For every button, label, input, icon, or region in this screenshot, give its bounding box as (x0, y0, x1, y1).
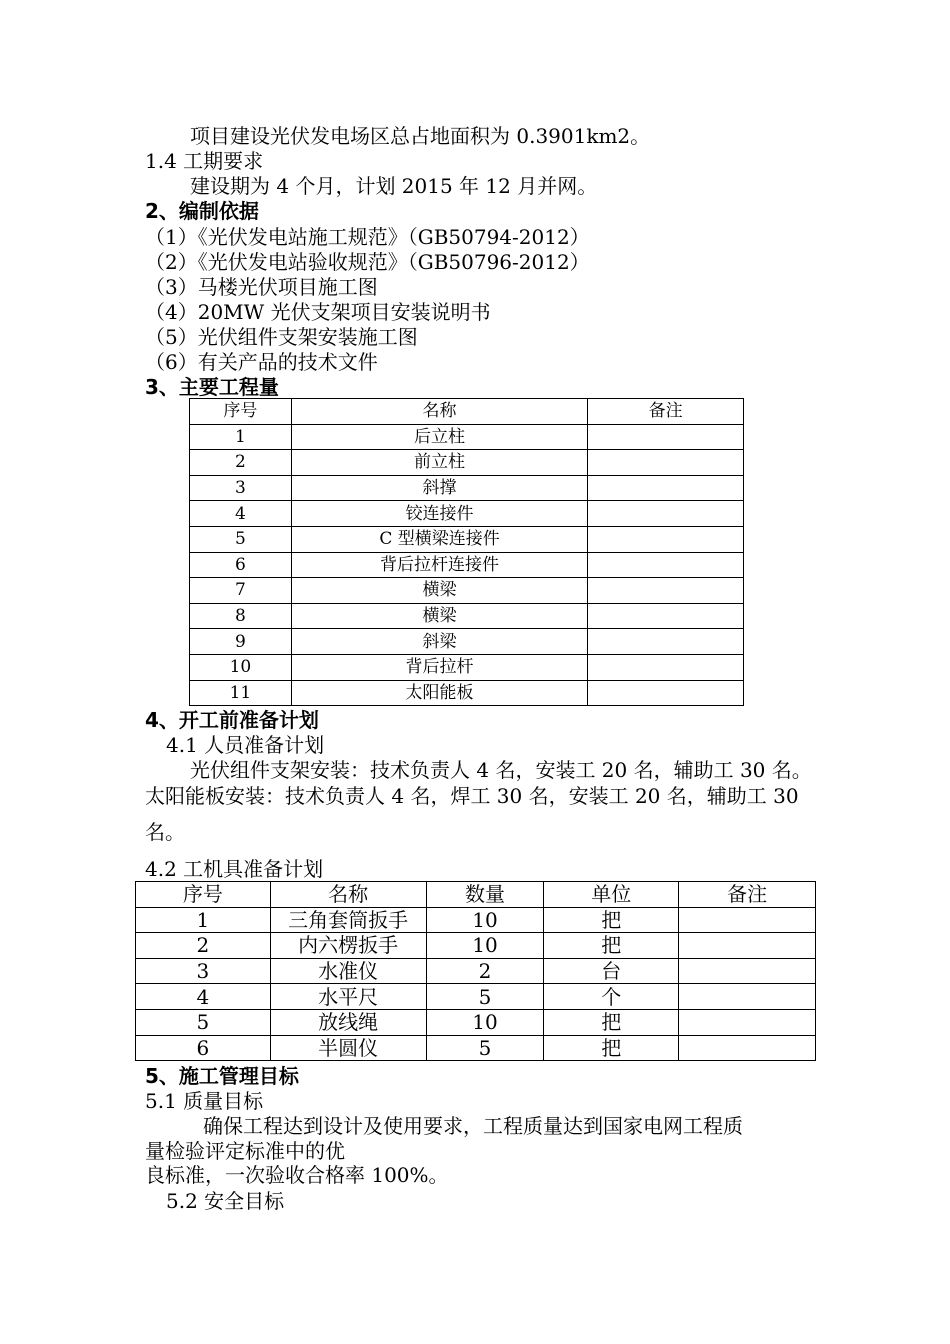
table-cell: 铰连接件 (291, 501, 587, 527)
section-3-heading: 3、主要工程量 (145, 375, 279, 399)
table-cell (588, 526, 744, 552)
header-cell: 单位 (544, 882, 679, 908)
table-cell: 4 (190, 501, 292, 527)
table-cell: 1 (136, 907, 271, 933)
basis-item: （6）有关产品的技术文件 (145, 350, 378, 374)
table-cell: 台 (544, 958, 679, 984)
tools-table (135, 881, 816, 1061)
table-row (190, 578, 744, 604)
table-cell (588, 680, 744, 706)
table-row (190, 526, 744, 552)
quality-goal-line: 量检验评定标准中的优 (145, 1139, 345, 1163)
table-cell: 7 (190, 578, 292, 604)
table-row (190, 654, 744, 680)
section-1-4-heading: 1.4 工期要求 (145, 149, 264, 173)
header-cell: 序号 (190, 399, 292, 425)
table-row (190, 501, 744, 527)
table-row (190, 552, 744, 578)
table-cell (588, 552, 744, 578)
table-cell: 把 (544, 1035, 679, 1061)
table-cell (588, 578, 744, 604)
section-5-1-heading: 5.1 质量目标 (145, 1089, 264, 1113)
header-cell: 名称 (270, 882, 426, 908)
table-cell: 水平尺 (270, 984, 426, 1010)
table-cell (588, 475, 744, 501)
header-cell: 序号 (136, 882, 271, 908)
table-cell: C 型横梁连接件 (291, 526, 587, 552)
table-cell: 3 (136, 958, 271, 984)
table-cell (588, 424, 744, 450)
table-cell: 2 (426, 958, 544, 984)
table-cell: 4 (136, 984, 271, 1010)
project-area-text: 项目建设光伏发电场区总占地面积为 0.3901km2。 (190, 124, 651, 148)
quality-goal-line: 良标准，一次验收合格率 100%。 (145, 1163, 449, 1187)
table-cell: 背后拉杆 (291, 654, 587, 680)
table-cell (588, 654, 744, 680)
table-cell: 太阳能板 (291, 680, 587, 706)
quantity-table (189, 398, 744, 706)
table-cell (679, 1009, 816, 1035)
table-cell (588, 501, 744, 527)
table-cell: 10 (426, 933, 544, 959)
table-cell: 5 (426, 984, 544, 1010)
staffing-line: 名。 (145, 820, 185, 844)
header-cell: 备注 (679, 882, 816, 908)
table-cell: 10 (426, 1009, 544, 1035)
table-row (136, 958, 816, 984)
table-cell: 把 (544, 1009, 679, 1035)
table-cell (679, 984, 816, 1010)
table-cell: 5 (426, 1035, 544, 1061)
section-4-heading: 4、开工前准备计划 (145, 708, 319, 732)
section-4-2-heading: 4.2 工机具准备计划 (145, 857, 324, 881)
table-cell: 3 (190, 475, 292, 501)
table-cell: 三角套筒扳手 (270, 907, 426, 933)
table-header-row (136, 882, 816, 908)
table-cell: 把 (544, 933, 679, 959)
table-row (190, 475, 744, 501)
table-row (136, 984, 816, 1010)
basis-item: （1）《光伏发电站施工规范》（GB50794-2012） (145, 225, 590, 249)
basis-item: （4）20MW 光伏支架项目安装说明书 (145, 300, 491, 324)
table-cell (679, 958, 816, 984)
header-cell: 备注 (588, 399, 744, 425)
table-row (190, 680, 744, 706)
table-cell: 半圆仪 (270, 1035, 426, 1061)
table-row (136, 1009, 816, 1035)
table-cell: 6 (136, 1035, 271, 1061)
table-cell: 后立柱 (291, 424, 587, 450)
section-5-2-heading: 5.2 安全目标 (166, 1189, 285, 1213)
section-5-heading: 5、施工管理目标 (145, 1064, 299, 1088)
basis-item: （2）《光伏发电站验收规范》（GB50796-2012） (145, 250, 590, 274)
table-cell: 内六楞扳手 (270, 933, 426, 959)
table-cell: 11 (190, 680, 292, 706)
table-cell: 5 (190, 526, 292, 552)
table-cell: 10 (426, 907, 544, 933)
table-cell: 2 (190, 450, 292, 476)
table-cell: 10 (190, 654, 292, 680)
header-cell: 数量 (426, 882, 544, 908)
table-cell: 2 (136, 933, 271, 959)
schedule-text: 建设期为 4 个月，计划 2015 年 12 月并网。 (190, 174, 598, 198)
table-cell: 横梁 (291, 603, 587, 629)
section-2-heading: 2、编制依据 (145, 199, 259, 223)
table-row (136, 933, 816, 959)
section-4-1-heading: 4.1 人员准备计划 (166, 733, 325, 757)
table-cell (588, 629, 744, 655)
table-row (190, 424, 744, 450)
table-cell: 横梁 (291, 578, 587, 604)
table-cell: 9 (190, 629, 292, 655)
table-cell (679, 1035, 816, 1061)
table-cell: 6 (190, 552, 292, 578)
table-cell: 背后拉杆连接件 (291, 552, 587, 578)
header-cell: 名称 (291, 399, 587, 425)
table-cell: 1 (190, 424, 292, 450)
table-cell (679, 907, 816, 933)
table-cell: 斜撑 (291, 475, 587, 501)
table-cell: 水准仪 (270, 958, 426, 984)
table-cell (588, 450, 744, 476)
staffing-line: 太阳能板安装：技术负责人 4 名，焊工 30 名，安装工 20 名，辅助工 30 (145, 784, 799, 808)
basis-item: （3）马楼光伏项目施工图 (145, 275, 378, 299)
table-cell: 8 (190, 603, 292, 629)
table-cell: 个 (544, 984, 679, 1010)
table-cell (588, 603, 744, 629)
table-cell (679, 933, 816, 959)
table-cell: 放线绳 (270, 1009, 426, 1035)
table-cell: 5 (136, 1009, 271, 1035)
table-row (190, 629, 744, 655)
table-cell: 斜梁 (291, 629, 587, 655)
table-row (190, 603, 744, 629)
table-header-row (190, 399, 744, 425)
table-row (136, 1035, 816, 1061)
table-row (136, 907, 816, 933)
basis-item: （5）光伏组件支架安装施工图 (145, 325, 418, 349)
table-cell: 把 (544, 907, 679, 933)
staffing-line: 光伏组件支架安装：技术负责人 4 名，安装工 20 名，辅助工 30 名。 (190, 758, 812, 782)
table-row (190, 450, 744, 476)
table-cell: 前立柱 (291, 450, 587, 476)
quality-goal-line: 确保工程达到设计及使用要求，工程质量达到国家电网工程质 (203, 1114, 743, 1138)
